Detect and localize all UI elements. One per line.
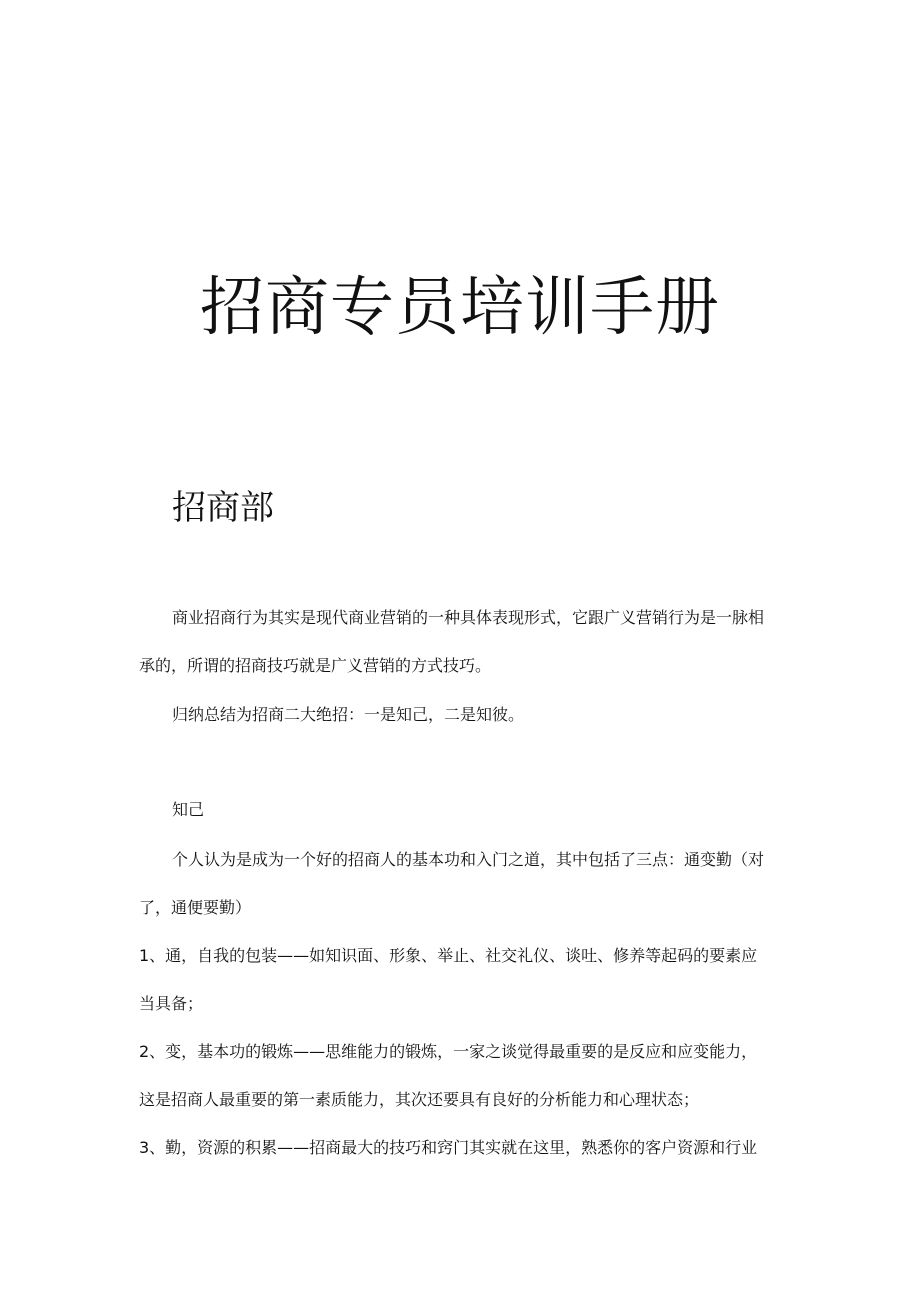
list-item-1-line-2: 当具备； (139, 994, 204, 1013)
list-item-3-line-1: 3、勤，资源的积累——招商最大的技巧和窍门其实就在这里，熟悉你的客户资源和行业 (139, 1138, 758, 1157)
department-heading: 招商部 (172, 488, 274, 528)
paragraph-1-line-1: 商业招商行为其实是现代商业营销的一种具体表现形式，它跟广义营销行为是一脉相 (172, 608, 765, 627)
paragraph-1-line-2: 承的，所谓的招商技巧就是广义营销的方式技巧。 (139, 656, 492, 675)
paragraph-2: 归纳总结为招商二大绝招：一是知己，二是知彼。 (172, 705, 525, 724)
paragraph-3-line-1: 个人认为是成为一个好的招商人的基本功和入门之道，其中包括了三点：通变勤（对 (172, 850, 765, 869)
list-item-1-line-1: 1、通，自我的包装——如知识面、形象、举止、社交礼仪、谈吐、修养等起码的要素应 (139, 946, 758, 965)
section-label: 知己 (172, 800, 205, 819)
list-item-2-line-1: 2、变，基本功的锻炼——思维能力的锻炼，一家之谈觉得最重要的是反应和应变能力， (139, 1042, 758, 1061)
document-title: 招商专员培训手册 (200, 271, 720, 345)
list-item-2-line-2: 这是招商人最重要的第一素质能力，其次还要具有良好的分析能力和心理状态； (139, 1090, 700, 1109)
paragraph-3-line-2: 了，通便要勤） (139, 898, 252, 917)
